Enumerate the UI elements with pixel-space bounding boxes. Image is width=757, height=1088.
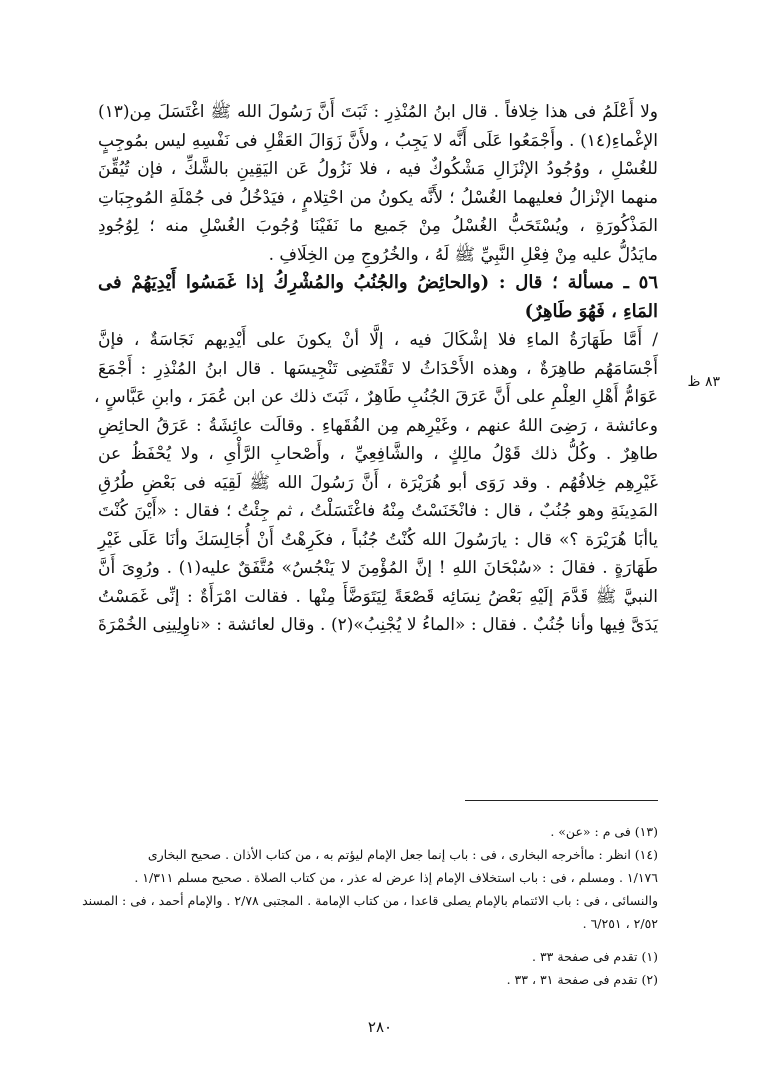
footnote: ٢/٥٢ ، ٦/٢٥١ .: [582, 916, 658, 931]
text-line: منهما الإنْزالُ فعليهما الغُسْلُ ؛ لأَنَّه يكونُ من احْتِلامٍ ، فيَدْخُلُ فى جُمْلَةِ المُوجِبَاتِ: [98, 187, 658, 208]
text-line: مايَدُلُّ عليه مِنْ فِعْلِ النَّبِيِّ ﷺ لَهُ ، والخُرُوجِ مِن الخِلَافِ .: [268, 244, 658, 265]
text-line: عَوَامُّ أَهْلِ العِلْمِ على أَنَّ عَرَقَ الجُنُبِ طَاهِرٌ ، ثَبَتَ ذلك عن ابن عُمَرَ ، وابنِ عَبَّاسٍ ،: [94, 387, 658, 407]
text-line: ياأبَا هُرَيْرَة ؟» قال : يارَسُولَ الله كُنْتُ جُنُباً ، فكَرِهْتُ أَنْ أُجَالِسَكَ وأنَا عَلَى غَيْرِ: [98, 529, 658, 550]
footnote: والنسائى ، فى : باب الائتمام بالإمام يصلى قاعدا ، من كتاب الإمامة . المجتبى ٢/٧٨ . والإمام أحمد ، فى : المسند: [82, 893, 658, 908]
text-line: المَدِينَةِ وهو جُنُبٌ ، قال : فانْخَنَسْتُ مِنْهُ فاغْتَسَلْتُ ، ثم جِئْتُ ؛ فقال : «أَيْنَ كُنْتَ: [98, 501, 658, 521]
footnote: (١) تقدم فى صفحة ٣٣ .: [532, 949, 658, 964]
main-text: [94, 98, 659, 640]
footnote: (١٣) فى م : «عن» .: [550, 824, 658, 839]
text-line: المَذْكُورَةِ ، ويُسْتَحَبُّ الغُسْلُ مِنْ جَميع ما نَفَيْنَا وُجُوبَ الغُسْلِ منه ؛ لِوُجُودِ: [98, 216, 658, 236]
text-line: النبيَّ ﷺ قَدَّمَ إلَيْهِ بَعْضُ نِسَائِه قَصْعَةً لِيَتَوَضَّأَ مِنْها . فقالت امْرَأَةٌ : إنِّى غَمَسْتُ: [98, 586, 658, 607]
text-line: طاهِرٌ . وكُلُّ ذلك قَوْلُ مالِكٍ ، والشَّافِعِيِّ ، وأَصْحابِ الرَّأْىِ ، ولا يُحْفَظُ عن: [98, 444, 658, 464]
footnotes: [82, 820, 658, 991]
footnote: (٢) تقدم فى صفحة ٣١ ، ٣٣ .: [506, 972, 658, 987]
text-line: للغُسْلِ ، ووُجُودُ الإنْزَالِ مَشْكُوكٌ فيه ، فلا نَزُولُ عَن اليَقِينِ بالشَّكِّ ، فإن تُيُقِّنَ: [98, 159, 658, 179]
footnote-divider: [465, 800, 658, 801]
text-line: غَيْرِهِم خِلافُهُم . وقد رَوَى أبو هُرَيْرَة ، أَنَّ رَسُولَ الله ﷺ لَقِيَه فى بَعْضِ طُرُقِ: [98, 472, 658, 493]
footnote: ١/١٧٦ . ومسلم ، فى : باب استخلاف الإمام إذا عرض له عذر ، من كتاب الصلاة . صحيح مسلم ١/٣١١ .: [134, 870, 658, 885]
footnote: (١٤) انظر : ماأخرجه البخارى ، فى : باب إنما جعل الإمام ليؤتم به ، من كتاب الأذان . صحيح البخارى: [147, 847, 658, 862]
text-line: طَهَارَةٍ . فقالَ : «سُبْحَانَ اللهِ ! إنَّ المُؤْمِنَ لا يَنْجُسُ» مُتَّفَقٌ عليه(١) . ورُوِىَ أَنَّ: [98, 558, 659, 578]
page-number: ٢٨٠: [367, 1018, 393, 1036]
text-line: / أَمَّا طَهَارَةُ الماءِ فلا إشْكَالَ فيه ، إلَّا أنْ يكونَ على أَيْدِيهم نَجَاسَةٌ ، فإنَّ: [98, 330, 658, 350]
text-line: يَدَىَّ فِيها وأنا جُنُبٌ . فقال : «الماءُ لا يُجْنِبُ»(٢) . وقال لعائشة : «ناوِلِينِى الخُمْرَةَ: [98, 615, 658, 635]
text-line: الإغْماءِ(١٤) . وأَجْمَعُوا عَلَى أَنَّه لا يَجِبُ ، ولأَنَّ زَوَالَ العَقْلِ فى نَفْسِهِ ليس بمُوجِبٍ: [98, 130, 658, 151]
text-line: ولا أَعْلَمُ فى هذا خِلافاً . قال ابنُ المُنْذِرِ : ثَبَتَ أَنَّ رَسُولَ الله ﷺ اغْتَسَلَ مِن(١٣): [98, 102, 658, 122]
text-line: أَجْسَامَهُم طاهِرَةٌ ، وهذه الأَحْدَاثُ لا تَقْتَضِى تَنْجِيسَها . قال ابنُ المُنْذِرِ : أَجْمَعَ: [98, 358, 658, 379]
margin-folio-note: ٨٣ ظ: [687, 374, 720, 390]
section-heading-line: المَاءِ ، فَهُوَ طَاهِرٌ): [524, 300, 658, 322]
section-heading-line: ٥٦ ـ مسألة ؛ قال : (والحائِضُ والجُنُبُ والمُشْرِكُ إذا غَمَسُوا أَيْدِيَهُمْ فى: [98, 272, 658, 293]
text-line: وعائشة ، رَضِىَ اللهُ عنهم ، وغَيْرِهم مِن الفُقَهاءِ . وقالَت عائِشَةُ : عَرَقُ الحائِضِ: [98, 415, 658, 436]
